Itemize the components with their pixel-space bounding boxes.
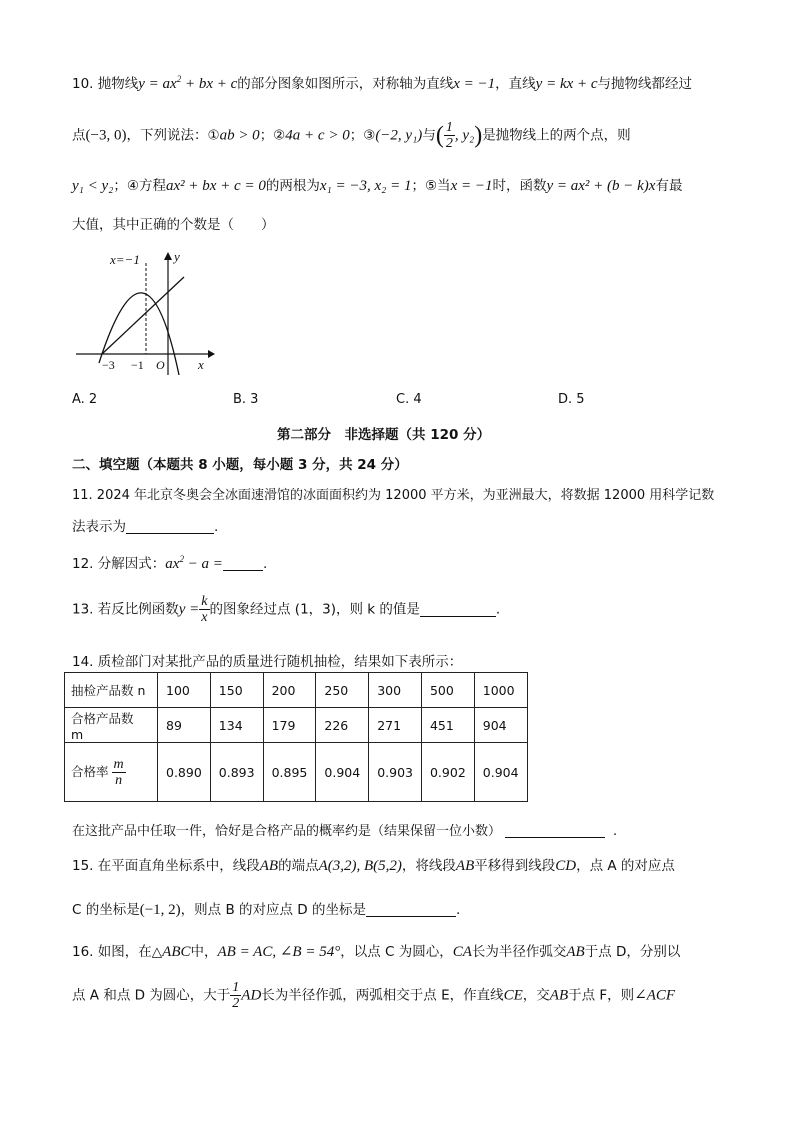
q10-line2: 点(−3, 0)，下列说法：①ab > 0；②4a + c > 0；③(−2, y₁)与( $\frac{1}{2}$ , y₂)是抛物线上的两个点，则 bbox=[72, 120, 631, 151]
table-cell: 0.893 bbox=[210, 743, 263, 802]
q13-answer-blank[interactable] bbox=[420, 602, 496, 617]
option-c[interactable]: C. 4 bbox=[396, 392, 422, 407]
x-axis-label: x bbox=[198, 357, 204, 372]
table-row bbox=[65, 673, 528, 708]
q12-answer-blank[interactable] bbox=[223, 556, 263, 571]
table-row-label: 合格率 $\frac{m}{n}$ bbox=[65, 743, 158, 802]
q14-intro: 14. 质检部门对某批产品的质量进行随机抽检，结果如下表所示： bbox=[72, 654, 463, 670]
table-cell: 0.895 bbox=[263, 743, 316, 802]
table-cell: 0.903 bbox=[369, 743, 422, 802]
q10-line1: 10. 抛物线$y = ax^2$ + bx + c的部分图象如图所示，对称轴为直线x = −1，直线y = kx + c与抛物线都经过 bbox=[72, 74, 693, 92]
q15-line1: 15. 在平面直角坐标系中，线段AB的端点A(3,2), B(5,2)，将线段AB平移得到线段CD，点 A 的对应点 bbox=[72, 858, 675, 874]
q16-line2: 点 A 和点 D 为圆心，大于 $\frac{1}{2}$ AD长为半径作弧，两弧相交于点 E，作直线CE，交AB于点 F，则∠ACF bbox=[72, 980, 676, 1011]
q10-half-fraction: $\frac{1}{2}$ bbox=[445, 120, 453, 151]
table-row-label: 合格产品数 m bbox=[65, 708, 158, 743]
table-cell: 250 bbox=[316, 673, 369, 708]
table-cell: 300 bbox=[369, 673, 422, 708]
q15-line2: C 的坐标是(−1, 2)，则点 B 的对应点 D 的坐标是 . bbox=[72, 902, 461, 918]
q10-line3: y₁ < y₂；④方程ax² + bx + c = 0的两根为x₁ = −3, x₂ = 1；⑤当x = −1时，函数y = ax² + (b − k)x有最 bbox=[72, 178, 683, 194]
q10-parabola-graph bbox=[72, 247, 217, 379]
tick-minus-3: −3 bbox=[102, 358, 115, 372]
axis-of-symmetry-label: x=−1 bbox=[110, 252, 140, 267]
table-cell: 500 bbox=[421, 673, 474, 708]
table-cell: 0.890 bbox=[158, 743, 211, 802]
table-cell: 451 bbox=[421, 708, 474, 743]
q13-fraction: $\frac{k}{x}$ bbox=[201, 594, 208, 625]
option-a[interactable]: A. 2 bbox=[72, 392, 98, 407]
tick-minus-1: −1 bbox=[131, 358, 144, 372]
table-cell: 226 bbox=[316, 708, 369, 743]
y-axis-arrow bbox=[164, 252, 172, 260]
table-cell: 200 bbox=[263, 673, 316, 708]
origin-label: O bbox=[156, 358, 165, 372]
table-cell: 100 bbox=[158, 673, 211, 708]
table-cell: 1000 bbox=[474, 673, 527, 708]
q11-answer-blank[interactable] bbox=[126, 519, 214, 534]
q10-parabola-eq: $y = ax^2$ + bx + c bbox=[138, 74, 238, 92]
part2-title: 第二部分 非选择题（共 120 分） bbox=[277, 427, 491, 443]
table-cell: 89 bbox=[158, 708, 211, 743]
table-cell: 271 bbox=[369, 708, 422, 743]
table-cell: 0.902 bbox=[421, 743, 474, 802]
table-row bbox=[65, 708, 528, 743]
table-cell: 150 bbox=[210, 673, 263, 708]
q11-line2: 法表示为 . bbox=[72, 519, 219, 535]
option-d[interactable]: D. 5 bbox=[558, 392, 585, 407]
q12-expression: $ax^2 - a$ = bbox=[165, 554, 223, 572]
q16-line1: 16. 如图，在△ABC中，AB = AC, ∠B = 54°，以点 C 为圆心，CA长为半径作弧交AB于点 D，分别以 bbox=[72, 944, 681, 960]
table-cell: 904 bbox=[474, 708, 527, 743]
q14-table bbox=[64, 672, 528, 802]
q14-answer-blank[interactable] bbox=[505, 823, 605, 838]
q11-line1: 11. 2024 年北京冬奥会全冰面速滑馆的冰面面积约为 12000 平方米，为亚洲最大，将数据 12000 用科学记数 bbox=[72, 488, 715, 503]
q14-question: 在这批产品中任取一件，恰好是合格产品的概率约是（结果保留一位小数） . bbox=[72, 824, 618, 839]
table-cell: 179 bbox=[263, 708, 316, 743]
q13-line: 13. 若反比例函数y = $\frac{k}{x}$ 的图象经过点 (1，3)，则 k 的值是 . bbox=[72, 594, 501, 625]
q10-line4: 大值，其中正确的个数是（ ） bbox=[72, 217, 275, 233]
section2-title: 二、填空题（本题共 8 小题，每小题 3 分，共 24 分） bbox=[72, 457, 408, 473]
option-b[interactable]: B. 3 bbox=[233, 392, 259, 407]
q16-half-fraction: $\frac{1}{2}$ bbox=[232, 980, 240, 1011]
table-cell: 0.904 bbox=[316, 743, 369, 802]
table-cell: 134 bbox=[210, 708, 263, 743]
y-axis-label: y bbox=[174, 249, 180, 264]
table-cell: 0.904 bbox=[474, 743, 527, 802]
table-row-label: 抽检产品数 n bbox=[65, 673, 158, 708]
x-axis-arrow bbox=[208, 350, 215, 358]
q12-line: 12. 分解因式：$ax^2 - a$ = . bbox=[72, 554, 268, 572]
q15-answer-blank[interactable] bbox=[366, 902, 456, 917]
table-row bbox=[65, 743, 528, 802]
